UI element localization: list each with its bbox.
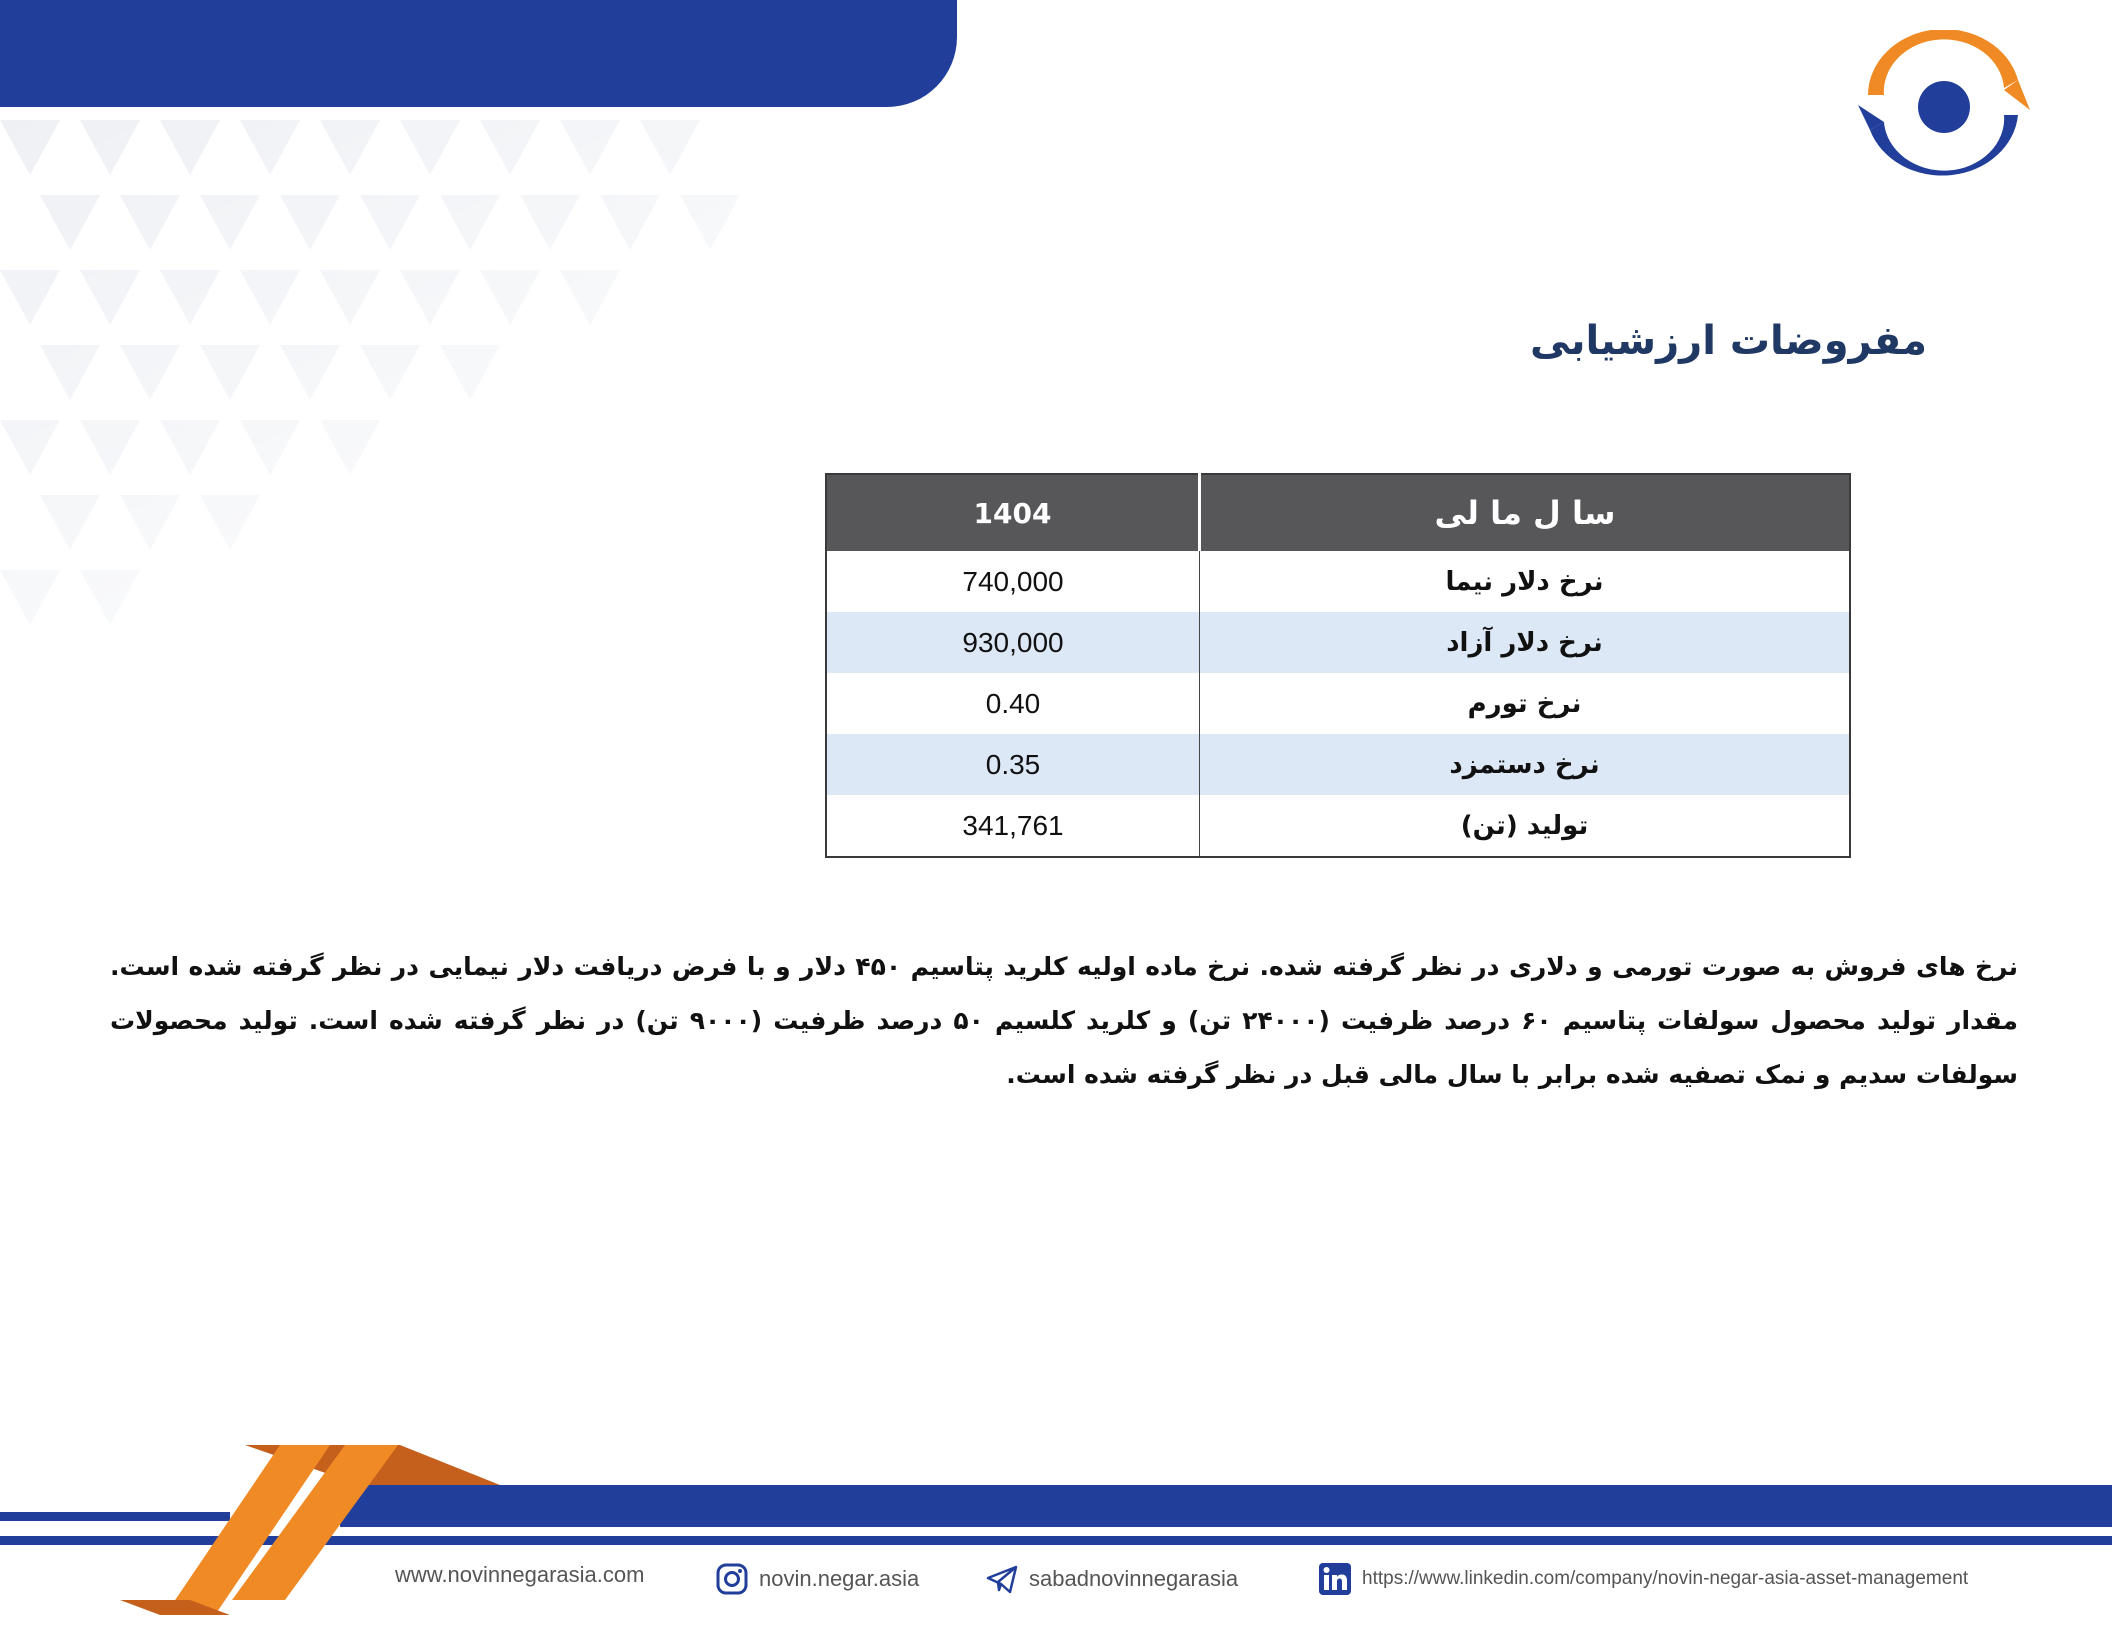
table-header-row <box>826 474 1850 551</box>
page-title: مفروضات ارزشیابی <box>1529 318 1927 364</box>
footer-instagram-link[interactable] <box>715 1562 919 1596</box>
instagram-icon <box>715 1562 749 1596</box>
row-label: نرخ دلار نیما <box>1200 551 1851 612</box>
table-row <box>826 612 1850 673</box>
row-value: 930,000 <box>826 612 1200 673</box>
footer-website-link[interactable] <box>395 1562 644 1588</box>
assumptions-table <box>825 473 1851 858</box>
row-value: 0.35 <box>826 734 1200 795</box>
telegram-icon <box>985 1562 1019 1596</box>
header-year: 1404 <box>826 474 1200 551</box>
row-label: نرخ دستمزد <box>1200 734 1851 795</box>
row-value: 740,000 <box>962 565 1064 597</box>
telegram-handle: sabadnovinnegarasia <box>1029 1566 1239 1591</box>
row-label: نرخ تورم <box>1200 673 1851 734</box>
footer-telegram-link[interactable] <box>985 1562 1238 1596</box>
table-row <box>826 734 1850 795</box>
row-label: نرخ دلار آزاد <box>1200 612 1851 673</box>
row-label: تولید (تن) <box>1200 795 1851 857</box>
row-value: 0.40 <box>985 687 1041 719</box>
top-banner <box>0 0 957 107</box>
table-row <box>826 673 1850 734</box>
table-row <box>826 551 1850 612</box>
table-row <box>826 795 1850 857</box>
instagram-handle: novin.negar.asia <box>759 1566 920 1591</box>
row-value: 341,761 <box>962 809 1064 841</box>
linkedin-url: https://www.linkedin.com/company/novin-negar-asia-asset-management <box>1362 1568 1969 1589</box>
footer-linkedin-link[interactable] <box>1318 1562 1968 1596</box>
company-logo <box>1858 30 2030 185</box>
website-text: www.novinnegarasia.com <box>395 1562 645 1587</box>
header-fiscal-year-label: سا ل ما لی <box>1200 474 1851 551</box>
linkedin-icon <box>1318 1562 1352 1596</box>
assumptions-note: نرخ های فروش به صورت تورمی و دلاری در نظر گرفته شده. نرخ ماده اولیه کلرید پتاسیم ۴۵۰ دلار و با فرض دریافت دلار نیمایی در نظر گرفته شده است. مقدار تولید محصول سولفات پتاسیم ۶۰ درصد ظرفیت (۲۴۰۰۰ تن) و کلرید کلسیم ۵۰ درصد ظرفیت (۹۰۰۰ تن) در نظر گرفته شده است. تولید محصولات سولفات سدیم و نمک تصفیه شده برابر با سال مالی قبل در نظر گرفته شده است. <box>110 952 2018 1089</box>
footer-stripes <box>0 1430 2112 1632</box>
